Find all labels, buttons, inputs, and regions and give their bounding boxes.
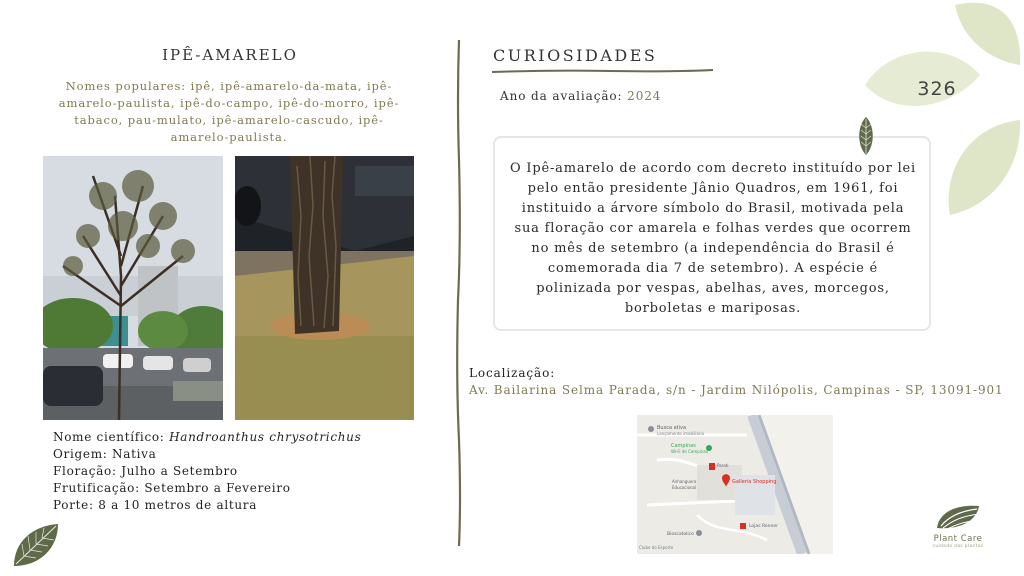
tree-number: 326 [917,78,957,100]
evaluation-year: Ano da avaliação: 2024 [500,89,662,103]
location-map[interactable] [637,415,833,554]
title-underline [490,67,715,75]
decorative-leaf-icon [10,522,62,570]
location-label: Localização: [469,366,556,380]
tree-facts [53,429,361,514]
map-label-6: Galleria Shopping [732,479,777,485]
tree-size: Porte: 8 a 10 metros de altura [53,498,258,512]
fruiting: Frutificação: Setembro a Fevereiro [53,481,291,495]
tree-trunk-photo [235,156,414,420]
logo-brand: Plant Care [933,534,983,544]
tree-photo-full [43,156,223,420]
curiosity-text: O Ipê-amarelo de acordo com decreto instituído por lei pelo então presidente Jânio Quadros, em 1961, foi instituido a árvore símbolo do Brasil, motivada pela sua floração cor amarela e folhas verdes que ocorrem no mês de setembro (a independência do Brasil é comemorada dia 7 de setembro). A espécie é polinizada por vespas, abelhas, aves, morcegos, borboletas e mariposas. [510,161,916,316]
location-address[interactable]: Av. Bailarina Selma Parada, s/n - Jardim Nilópolis, Campinas - SP, 13091-901 [469,383,1004,397]
plant-care-logo [918,502,998,564]
map-label-8: Educacional [672,485,697,490]
origin: Origem: Nativa [53,447,157,461]
curiosities-title: CURIOSIDADES [493,46,658,65]
logo-tagline: cuidado das plantas [932,544,984,549]
map-label-5: Parati [717,463,729,468]
map-label-4: Wi-Fi de Campinas [671,449,708,454]
map-label-3: Campinas [671,443,696,449]
popular-names: Nomes populares: ipê, ipê-amarelo-da-mata, ipê-amarelo-paulista, ipê-do-campo, ipê-do-morro, ipê-tabaco, pau-mulato, ipê-amarelo-cascudo, ipê-amarelo-paulista. [58,79,400,144]
map-label-7: Anhanguera [672,479,697,484]
column-divider [455,40,463,546]
decorative-leaves [850,0,1024,230]
map-label-11: Clube do Esporte [639,545,674,550]
flowering: Floração: Julho a Setembro [53,464,238,478]
map-label-1: Busca ativa [657,425,687,431]
logo-leaf-icon [933,502,983,532]
scientific-name: Nome científico: Handroanthus chrysotrichus [53,430,362,444]
map-label-9: Lojas Renner [749,524,778,529]
map-label-10: Bioscatolico [667,532,694,537]
species-title: IPÊ-AMARELO [162,46,298,64]
map-label-2: Lançamento imobiliário [657,431,705,436]
